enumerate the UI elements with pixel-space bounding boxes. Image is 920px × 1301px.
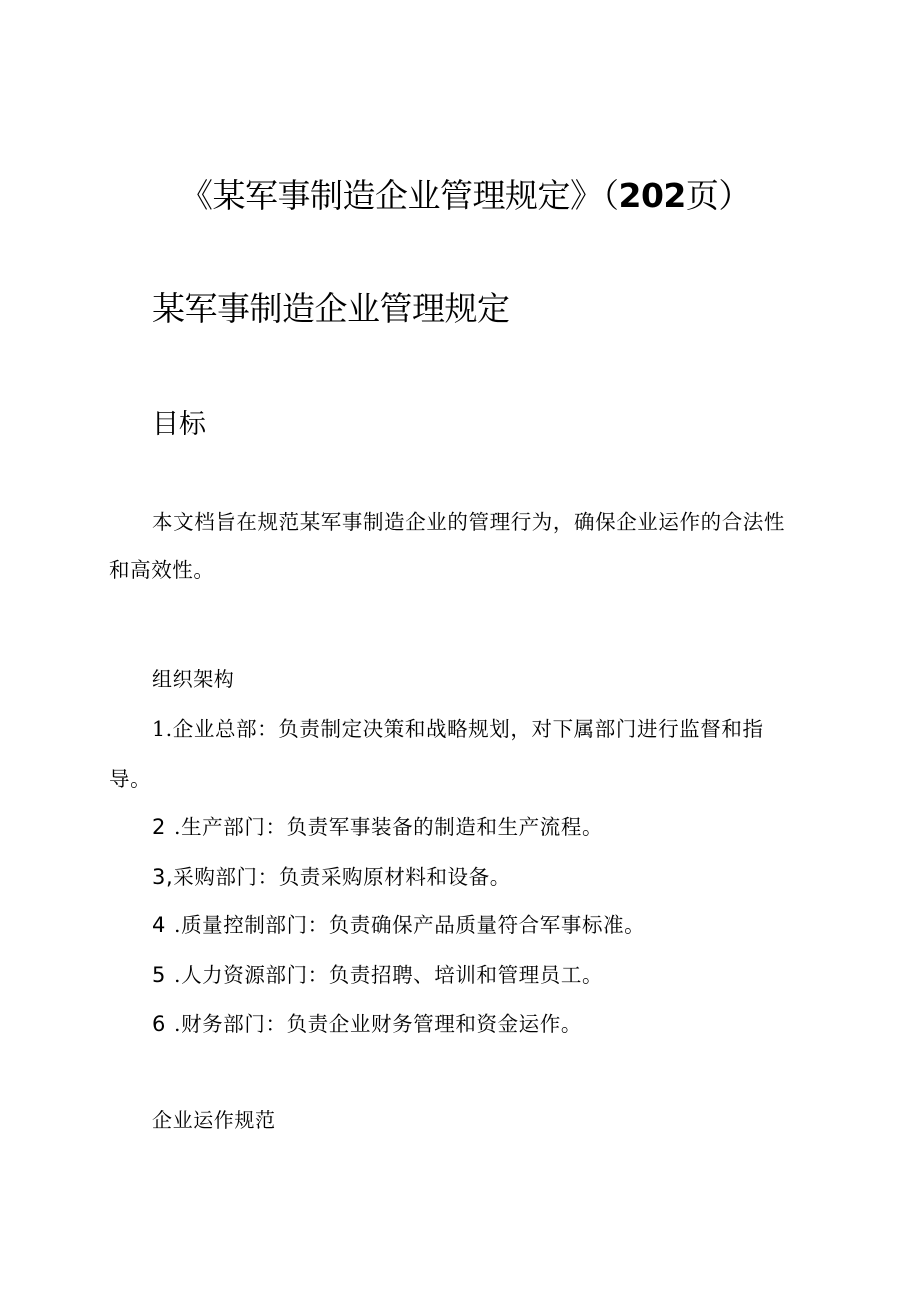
document-page-count: 202 <box>618 176 686 215</box>
org-item-5-number: 5 <box>152 963 166 987</box>
org-item-6-number: 6 <box>152 1012 166 1036</box>
document-heading: 某军事制造企业管理规定 <box>152 289 510 328</box>
section-heading-organization: 组织架构 <box>152 667 235 691</box>
org-item-2-text: .生产部门：负责军事装备的制造和生产流程。 <box>173 815 604 839</box>
org-item-1-text: 企业总部：负责制定决策和战略规划，对下属部门进行监督和指 <box>172 717 764 741</box>
org-item-3 <box>152 860 511 890</box>
org-item-1-number: 1. <box>152 717 173 741</box>
document-title <box>180 170 751 217</box>
section-heading-operations: 企业运作规范 <box>152 1108 276 1132</box>
org-item-5 <box>152 958 603 988</box>
org-item-2 <box>152 810 603 840</box>
document-title-prefix: 《某军事制造企业管理规定》（ <box>180 176 619 215</box>
org-item-1-line-1 <box>152 712 764 742</box>
org-item-4-number: 4 <box>152 913 166 937</box>
org-item-6 <box>152 1007 582 1037</box>
org-item-5-text: .人力资源部门：负责招聘、培训和管理员工。 <box>173 963 604 987</box>
goal-paragraph-line-2: 和高效性。 <box>109 558 215 582</box>
org-item-3-number: 3, <box>152 865 174 889</box>
document-title-suffix: 页） <box>685 176 751 215</box>
org-item-4 <box>152 908 645 938</box>
org-item-4-text: .质量控制部门：负责确保产品质量符合军事标准。 <box>173 913 646 937</box>
org-item-3-text: 采购部门：负责采购原材料和设备。 <box>173 865 511 889</box>
org-item-6-text: .财务部门：负责企业财务管理和资金运作。 <box>173 1012 582 1036</box>
org-item-2-number: 2 <box>152 815 166 839</box>
section-heading-goal: 目标 <box>152 409 206 440</box>
org-item-1-line-2: 导。 <box>109 767 152 791</box>
goal-paragraph-line-1: 本文档旨在规范某军事制造企业的管理行为，确保企业运作的合法性 <box>152 510 785 534</box>
